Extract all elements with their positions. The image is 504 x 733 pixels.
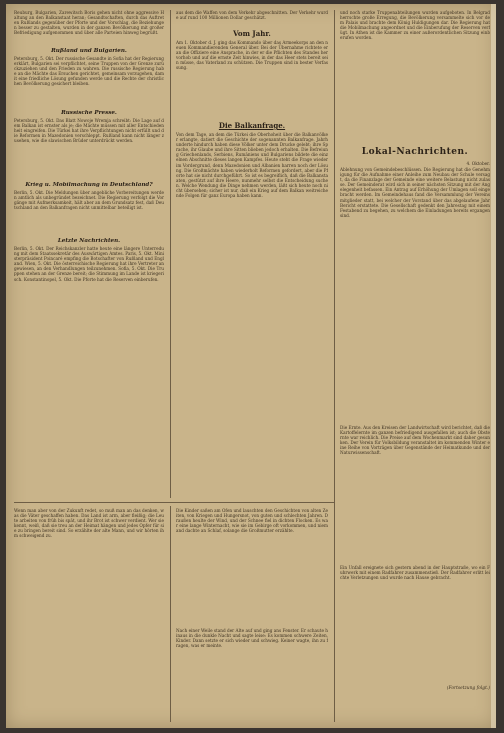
col3-dateline: 4. Oktober. xyxy=(466,161,490,166)
col1-heading-4: Letzte Nachrichten. xyxy=(57,238,121,244)
bottom-left-text: Wenn man aber von der Zukunft redet, so muß man an das denken, was die Väter geschaffen haben. Das Land ist arm, aber fleißig; die Leute arbeiten von früh bis spät, und ihr Brot ist schwer verdient. Wer sie kennt, weiß, daß sie treu an der Heimat hängen und jedes Opfer für sie zu bringen bereit sind. So erzählte der alte Mann, und wir hörten ihm schweigend zu. xyxy=(14,508,164,539)
col1-heading-3: Krieg u. Mobilmachung in Deutschland? xyxy=(25,182,153,188)
col1-heading-1: Rußland und Bulgarien. xyxy=(51,48,127,54)
newspaper-page xyxy=(6,4,496,728)
col1-intro: Reuburg, Bulgarien, Zarewitsch Boris gehen nicht ohne aggressive Haltung an den Balkanstaat heran; Gesandtschaften, durch das Auftreten Rußlands gegenüber der Pforte und der Vorschlag, die Beziehungen besser zu gestalten, wurden in der ganzen Bevölkerung mit großer Befriedigung aufgenommen und über alle Parteien hinweg begrüßt. xyxy=(14,10,164,36)
col1-paragraph-4: Berlin, 5. Okt. Der Reichskanzler hatte heute eine längere Unterredung mit dem Staatssekretär des Auswärtigen Amtes. Paris, 5. Okt. Ministerpräsident Poincaré empfing die Botschafter von Rußland und England. Wien, 5. Okt. Die österreichische Regierung hat ihre Vertreter angewiesen, an den Verhandlungen teilzunehmen. Sofia, 5. Okt. Die Truppen stehen an der Grenze bereit; die Stimmung im Lande ist kriegerisch. Konstantinopel, 5. Okt. Die Pforte hat die Reserven einberufen. xyxy=(14,246,164,282)
page-edge xyxy=(491,4,496,728)
section-rule xyxy=(14,502,334,503)
col3-paragraph-2: Die Ernte. Aus den Kreisen der Landwirtschaft wird berichtet, daß die Kartoffelernte im ganzen befriedigend ausgefallen ist; auch die Obsternte war reichlich. Die Preise auf dem Wochenmarkt sind daher gesunken. Der Verein für Volksbildung veranstaltet im kommenden Winter eine Reihe von Vorträgen über Gegenstände der Heimatkunde und der Naturwissenschaft. xyxy=(340,425,490,456)
column-middle xyxy=(176,10,328,472)
col3-paragraph-1: Ablehnung von Gemeindebeschlüssen. Die Regierung hat die Genehmigung für die Aufnahme einer Anleihe zum Neubau der Schule versagt, da die Finanzlage der Gemeinde eine weitere Belastung nicht zulasse. Der Gemeinderat wird sich in seiner nächsten Sitzung mit der Angelegenheit befassen. Ein Antrag auf Erhöhung der Umlagen soll eingebracht werden. Im Gemeindehaus fand die Versammlung der Vereinsmitglieder statt, bei welcher der Vorstand über das abgelaufene Jahr Bericht erstattete. Die Gesellschaft gedenkt den Jahrestag mit einem Festabend zu begehen, zu welchem die Einladungen bereits ergangen sind. xyxy=(340,167,490,218)
bottom-left xyxy=(14,508,164,720)
col1-heading-2: Russische Presse. xyxy=(61,110,117,116)
bottom-middle xyxy=(176,508,328,718)
col2-paragraph-1: Am 1. Oktober d. J. ging das Kommando über das Armeekorps an den neuen Kommandierenden General über. Bei der Übernahme richtete er an die Offiziere eine Ansprache, in der er die Pflichten des Standes hervorhob und auf die ernste Zeit hinwies, in der das Heer stets bereit sein müsse, das Vaterland zu schützen. Die Truppen sind in bester Verfassung. xyxy=(176,40,328,71)
col2-heading-1: Vom Jahr. xyxy=(233,29,271,38)
col1-paragraph-1: Petersburg, 5. Okt. Der russische Gesandte in Sofia hat der Regierung erklärt, Bulgarien sei verpflichtet, seine Truppen von der Grenze zurückzuziehen und den Frieden zu wahren. Die russische Regierung habe an die Mächte das Ersuchen gerichtet, gemeinsam vorzugehen, damit eine friedliche Lösung gefunden werde und die Rechte der christlichen Bevölkerung gesichert bleiben. xyxy=(14,56,164,87)
bottom-middle-text-2: Nach einer Weile stand der Alte auf und ging ans Fenster. Er schaute hinaus in die dunkle Nacht und sagte leise: Es kommen schwere Zeiten, Kinder. Dann setzte er sich wieder und schwieg. Keiner wagte, ihn zu fragen, was er meinte. xyxy=(176,628,328,649)
col3-heading-lokal: Lokal-Nachrichten. xyxy=(361,147,469,157)
col3-intro: und noch starke Truppenabteilungen wurden aufgeboten. In Belgrad herrschte große Erregung, die Bevölkerung versammelte sich vor dem Palais und brachte dem König Huldigungen dar. Die Regierung hat die Mobilmachung angeordnet und die Einberufung der Reserven verfügt. In Athen ist die Kammer zu einer außerordentlichen Sitzung einberufen worden. xyxy=(340,10,490,41)
column-rule-2 xyxy=(334,10,335,722)
column-rule-bottom xyxy=(170,506,171,722)
col3-paragraph-3: Ein Unfall ereignete sich gestern abend in der Hauptstraße, wo ein Fuhrwerk mit einem Radfahrer zusammenstieß. Der Radfahrer erlitt leichte Verletzungen und wurde nach Hause gebracht. xyxy=(340,565,490,581)
col1-paragraph-3: Berlin, 5. Okt. Die Meldungen über angebliche Vorbereitungen werden amtlich als unbegründet bezeichnet. Die Regierung verfolgt die Vorgänge mit Aufmerksamkeit, hält aber an dem Grundsatz fest, daß Deutschland an den Balkanfragen nicht unmittelbar beteiligt ist. xyxy=(14,190,164,211)
col3-continued: (Fortsetzung folgt.) xyxy=(446,686,490,691)
bottom-middle-text: Die Kinder saßen am Ofen und lauschten den Geschichten von alten Zeiten, von Kriegen und Hungersnot, von guten und schlechten Jahren. Draußen heulte der Wind, und der Schnee fiel in dichten Flocken. Es war eine lange Winternacht, wie sie im Gebirge oft vorkommen, und niemand dachte an Schlaf, solange die Großmutter erzählte. xyxy=(176,508,328,534)
page-columns xyxy=(14,10,490,722)
col2-heading-2: Die Balkanfrage. xyxy=(218,121,286,130)
col2-paragraph-2: Von dem Tage, an dem die Türkei die Oberhoheit über die Balkanvölker erlangte, datiert die Geschichte der sogenannten Balkanfrage. Jahrhunderte hindurch haben diese Völker unter dem Drucke gelebt; ihre Sprache, ihr Glaube und ihre Sitten blieben jedoch erhalten. Die Befreiung Griechenlands, Serbiens, Rumäniens und Bulgariens bildete die einzelnen Abschnitte dieses langen Kampfes. Heute steht die Frage wieder im Vordergrund, denn Mazedonien und Albanien harren noch der Lösung. Die Großmächte haben wiederholt Reformen gefordert, aber die Pforte hat sie nicht durchgeführt. So ist es begreiflich, daß die Balkanstaaten, gestützt auf ihre Heere, nunmehr selbst die Entscheidung suchen. Welche Wendung die Dinge nehmen werden, läßt sich heute noch nicht übersehen; sicher ist nur, daß ein Krieg auf dem Balkan weitreichende Folgen für ganz Europa haben kann. xyxy=(176,132,328,199)
column-left xyxy=(14,10,164,446)
col2-intro: aus dem die Waffen von dem Verkehr abgeschnitten. Der Verkehr wurde auf rund 100 Millionen Dollar geschätzt. xyxy=(176,10,328,21)
column-right xyxy=(340,10,490,691)
column-rule-1 xyxy=(170,10,171,498)
col1-paragraph-2: Petersburg, 5. Okt. Das Blatt Nowoje Wremja schreibt: Die Lage auf dem Balkan ist ernster als je; die Mächte müssen mit aller Entschiedenheit eingreifen. Die Türkei hat ihre Verpflichtungen nicht erfüllt und die Reformen in Mazedonien verschleppt. Rußland kann nicht länger zusehen, wie die slawischen Brüder unterdrückt werden. xyxy=(14,118,164,144)
